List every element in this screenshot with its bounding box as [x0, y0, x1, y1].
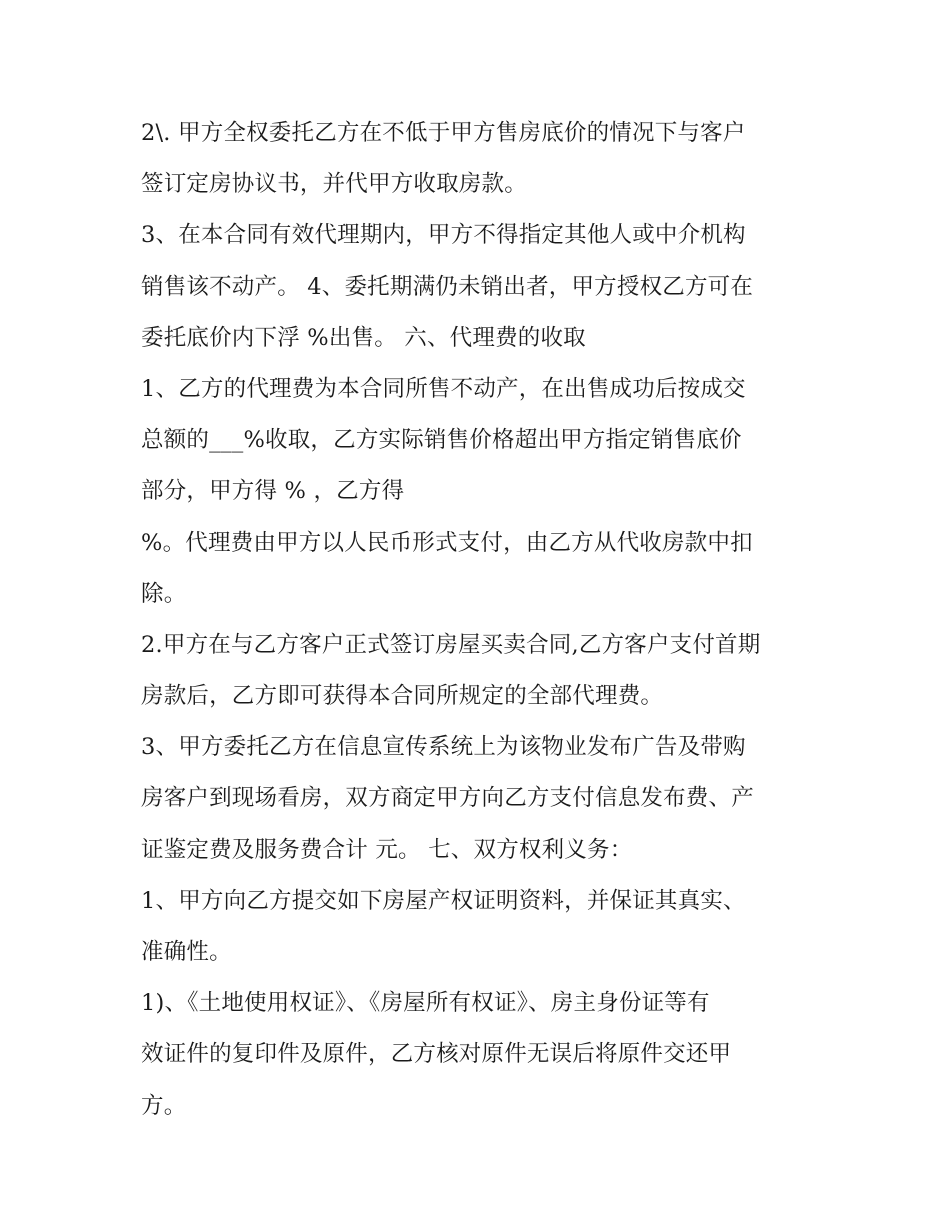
- text-line: 除。: [141, 580, 187, 607]
- text-line: 2.甲方在与乙方客户正式签订房屋买卖合同,乙方客户支付首期: [141, 631, 761, 658]
- text-line: 证鉴定费及服务费合计 元。 七、双方权利义务：: [141, 836, 633, 863]
- text-line: 销售该不动产。 4、委托期满仍未销出者，甲方授权乙方可在: [141, 273, 754, 300]
- text-line: 1、乙方的代理费为本合同所售不动产，在出售成功后按成交: [141, 375, 746, 402]
- text-line: 效证件的复印件及原件，乙方核对原件无误后将原件交还甲: [141, 1041, 732, 1068]
- text-line: %。代理费由甲方以人民币形式支付，由乙方从代收房款中扣: [141, 529, 753, 556]
- text-line: 3、在本合同有效代理期内，甲方不得指定其他人或中介机构: [141, 222, 746, 249]
- text-line: 房客户到现场看房，双方商定甲方向乙方支付信息发布费、产: [141, 785, 754, 812]
- text-line: 签订定房协议书，并代甲方收取房款。: [141, 171, 527, 198]
- text-line: 方。: [141, 1092, 187, 1119]
- text-line: 2\. 甲方全权委托乙方在不低于甲方售房底价的情况下与客户: [141, 120, 746, 146]
- text-line: 房款后，乙方即可获得本合同所规定的全部代理费。: [141, 683, 664, 710]
- text-line: 委托底价内下浮 %出售。 六、代理费的收取: [141, 324, 586, 351]
- text-line: 准确性。: [141, 939, 232, 965]
- text-line: 部分，甲方得 % ，乙方得: [141, 478, 405, 505]
- text-line: 1)、《土地使用权证》、《房屋所有权证》、房主身份证等有: [141, 990, 710, 1017]
- text-line: 总额的___%收取，乙方实际销售价格超出甲方指定销售底价: [141, 427, 742, 454]
- text-line: 1、甲方向乙方提交如下房屋产权证明资料，并保证其真实、: [141, 887, 746, 914]
- document-body: [141, 108, 821, 1132]
- text-line: 3、甲方委托乙方在信息宣传系统上为该物业发布广告及带购: [141, 734, 746, 761]
